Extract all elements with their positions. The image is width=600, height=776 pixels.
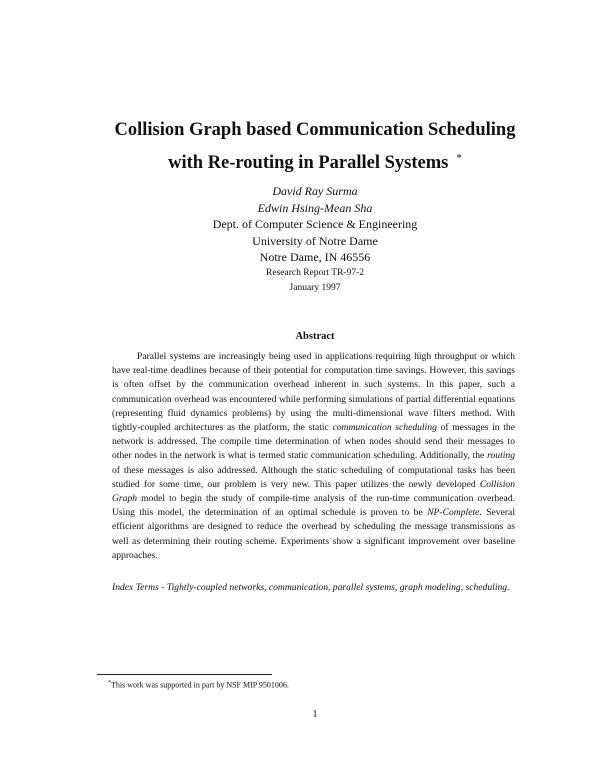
title-footnote-mark: * [456,152,462,164]
abstract-text-5: . Several efficient algorithms are designed to reduce the overhead by scheduling the message transmissions as well as determining their routing scheme. Experiments show a significant improvement over baseline approaches. [112,507,515,561]
footnote [108,680,289,690]
author-block [150,183,480,296]
abstract-text-2: of messages in the network is addressed. The compile time determination of when nodes should send their messages to other nodes in the network is what is termed static communication scheduling. Additionally, the [112,422,515,462]
paper-title-line-1: Collision Graph based Communication Scheduling [114,120,516,140]
paper-title-line-2-text: with Re-routing in Parallel Systems [168,153,449,174]
paper-title-line-2 [60,145,570,176]
abstract-emphasis-2: routing [487,450,515,462]
department: Dept. of Computer Science & Engineering [212,217,418,231]
abstract-emphasis-1: communication scheduling [332,422,437,434]
author-1: David Ray Surma [272,184,358,198]
abstract-body [112,350,515,563]
footnote-divider [97,674,272,675]
report-number: Research Report TR-97-2 [266,267,364,278]
university: University of Notre Dame [252,233,378,248]
index-terms: Index Terms - Tightly-coupled networks, communication, parallel systems, graph modeling, scheduling. [112,582,510,593]
author-2: Edwin Hsing-Mean Sha [257,200,373,215]
abstract-heading: Abstract [295,331,335,342]
footnote-mark: * [108,680,111,686]
location: Notre Dame, IN 46556 [259,250,371,264]
abstract-text-3: of these messages is also addressed. Although the static scheduling of computational tasks has been studied for some time, our problem is very new. This paper utilizes the newly developed [112,464,515,490]
footnote-text: This work was supported in part by NSF MIP 9501006. [111,680,289,690]
abstract-text-4: model to begin the study of compile-time analysis of the run-time communication overhead. Using this model, the determination of an optimal schedule is proven to be [112,493,515,519]
page-number: 1 [312,709,318,720]
abstract-emphasis-4: NP-Complete [427,507,480,519]
report-date: January 1997 [289,282,341,293]
abstract-emphasis-3: Collision Graph [112,478,515,505]
abstract-text-1: Parallel systems are increasingly being used in applications requiring high throughput or which have real-time deadlines because of their potential for computation time savings. However, this savings is often offset by the communication overhead inherent in such systems. In this paper, such a communication overhead was encountered while performing simulations of partial differential equations (representing fluid dynamics problems) by using the multi-dimensional wave filters method. With tightly-coupled architectures as the platform, the static [112,351,515,434]
